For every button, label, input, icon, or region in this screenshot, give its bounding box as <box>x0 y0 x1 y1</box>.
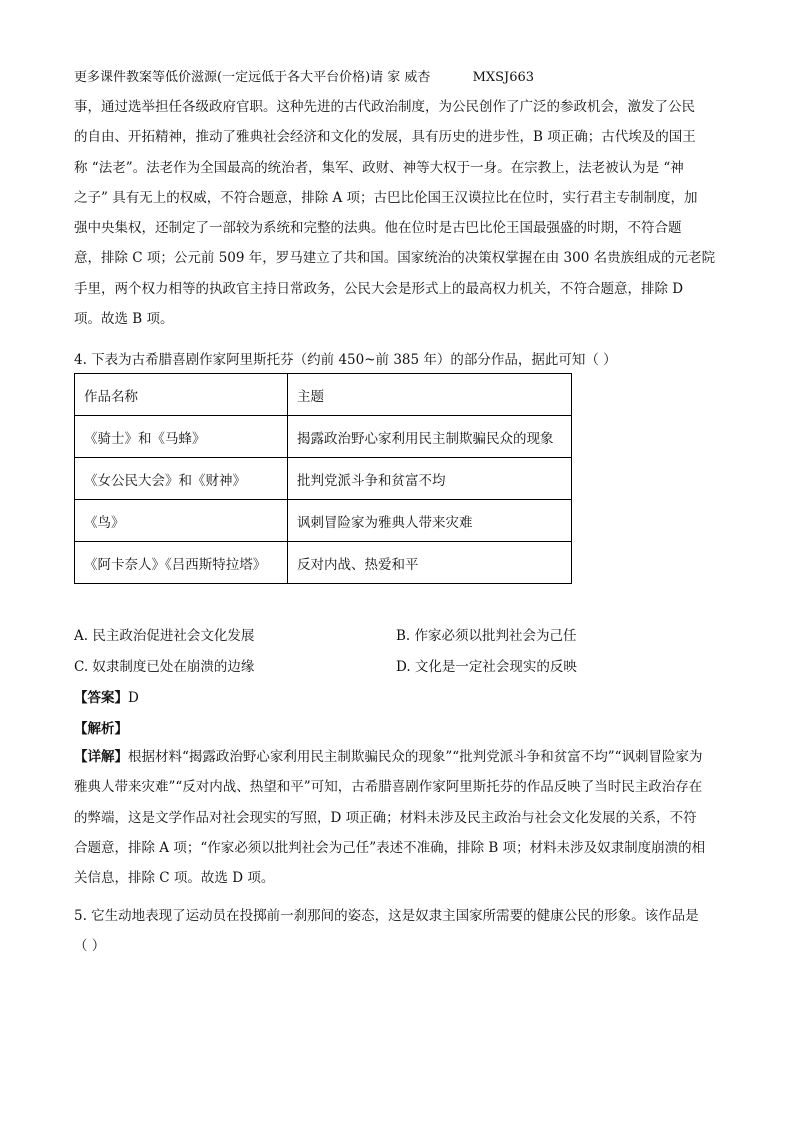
text-line: 之子” 具有无上的权威，不符合题意，排除 A 项；古巴比伦国王汉谟拉比在位时，实行君主专制制度，加 <box>74 189 698 206</box>
analysis-label: 【解析】 <box>74 721 128 737</box>
answer-line <box>74 686 139 706</box>
table-cell: 《阿卡奈人》《吕西斯特拉塔》 <box>75 542 288 584</box>
text-line: 强中央集权，还制定了一部较为系统和完整的法典。他在位时是古巴比伦王国最强盛的时期，不符合题 <box>74 220 682 237</box>
table-row <box>75 542 572 584</box>
text-line <box>74 742 720 772</box>
table-cell: 《骑士》和《马蜂》 <box>75 416 288 458</box>
table-header-cell: 主题 <box>288 374 572 416</box>
question-5-stem: 5. 它生动地表现了运动员在投掷前一刹那间的姿态，这是奴隶主国家所需要的健康公民的形象。该作品是 <box>74 908 699 924</box>
page-header <box>74 66 534 85</box>
analysis-line <box>74 717 128 737</box>
header-code: MXSJ663 <box>472 70 535 85</box>
question-5-blank: （ ） <box>74 938 106 954</box>
table-cell: 讽刺冒险家为雅典人带来灾难 <box>288 500 572 542</box>
table-cell: 反对内战、热爱和平 <box>288 542 572 584</box>
table-header-row <box>75 374 572 416</box>
table-cell: 批判党派斗争和贫富不均 <box>288 458 572 500</box>
table-cell: 揭露政治野心家利用民主制欺骗民众的现象 <box>288 416 572 458</box>
table-row <box>75 416 572 458</box>
works-table <box>74 373 572 584</box>
text-line: 的自由、开拓精神，推动了雅典社会经济和文化的发展，具有历史的进步性，B 项正确；古代埃及的国王 <box>74 129 696 146</box>
answer-label: 【答案】 <box>74 690 128 706</box>
table-row <box>75 500 572 542</box>
answer-value: D <box>128 690 139 706</box>
text-line: 事，通过选举担任各级政府官职。这种先进的古代政治制度，为公民创作了广泛的参政机会，激发了公民 <box>74 99 695 115</box>
option-b: B. 作家必须以批判社会为己任 <box>396 628 577 644</box>
detail-label: 【详解】 <box>74 749 128 765</box>
text-line: 意，排除 C 项；公元前 509 年，罗马建立了共和国。国家统治的决策权掌握在由 300 名贵族组成的元老院 <box>74 250 716 267</box>
text-line: 雅典人带来灾难”“反对内战、热望和平”可知，古希腊喜剧作家阿里斯托芬的作品反映了当时民主政治存在 <box>74 779 703 796</box>
table-cell: 《女公民大会》和《财神》 <box>75 458 288 500</box>
option-c: C. 奴隶制度已处在崩溃的边缘 <box>74 659 255 675</box>
text-line: 称 “法老”。法老作为全国最高的统治者，集军、政财、神等大权于一身。在宗教上，法老被认为是 “神 <box>74 159 684 176</box>
question-4-stem: 4. 下表为古希腊喜剧作家阿里斯托芬（约前 450~前 385 年）的部分作品，据此可知（ ） <box>74 352 617 368</box>
text-line: 的弊端，这是文学作品对社会现实的写照，D 项正确；材料未涉及民主政治与社会文化发展的关系，不符 <box>74 809 697 826</box>
table-cell: 《鸟》 <box>75 500 288 542</box>
option-d: D. 文化是一定社会现实的反映 <box>396 659 577 675</box>
text-line: 手里，两个权力相等的执政官主持日常政务，公民大会是形式上的最高权力机关，不符合题意，排除 D <box>74 280 684 297</box>
previous-explanation <box>74 92 720 334</box>
detail-text: 根据材料“揭露政治野心家利用民主制欺骗民众的现象”“批判党派斗争和贫富不均”“讽刺冒险家为 <box>128 749 703 765</box>
text-line: 关信息，排除 C 项。故选 D 项。 <box>74 870 275 887</box>
header-text: 更多课件教案等低价滋源(一定远低于各大平台价格)请 家 威杏 <box>74 70 431 85</box>
option-a: A. 民主政治促进社会文化发展 <box>74 628 255 644</box>
detail-explanation <box>74 742 720 893</box>
text-line: 合题意，排除 A 项；“作家必须以批判社会为己任”表述不准确，排除 B 项；材料未涉及奴隶制度崩溃的相 <box>74 839 706 856</box>
text-line: 项。故选 B 项。 <box>74 311 174 328</box>
table-header-cell: 作品名称 <box>75 374 288 416</box>
table-row <box>75 458 572 500</box>
